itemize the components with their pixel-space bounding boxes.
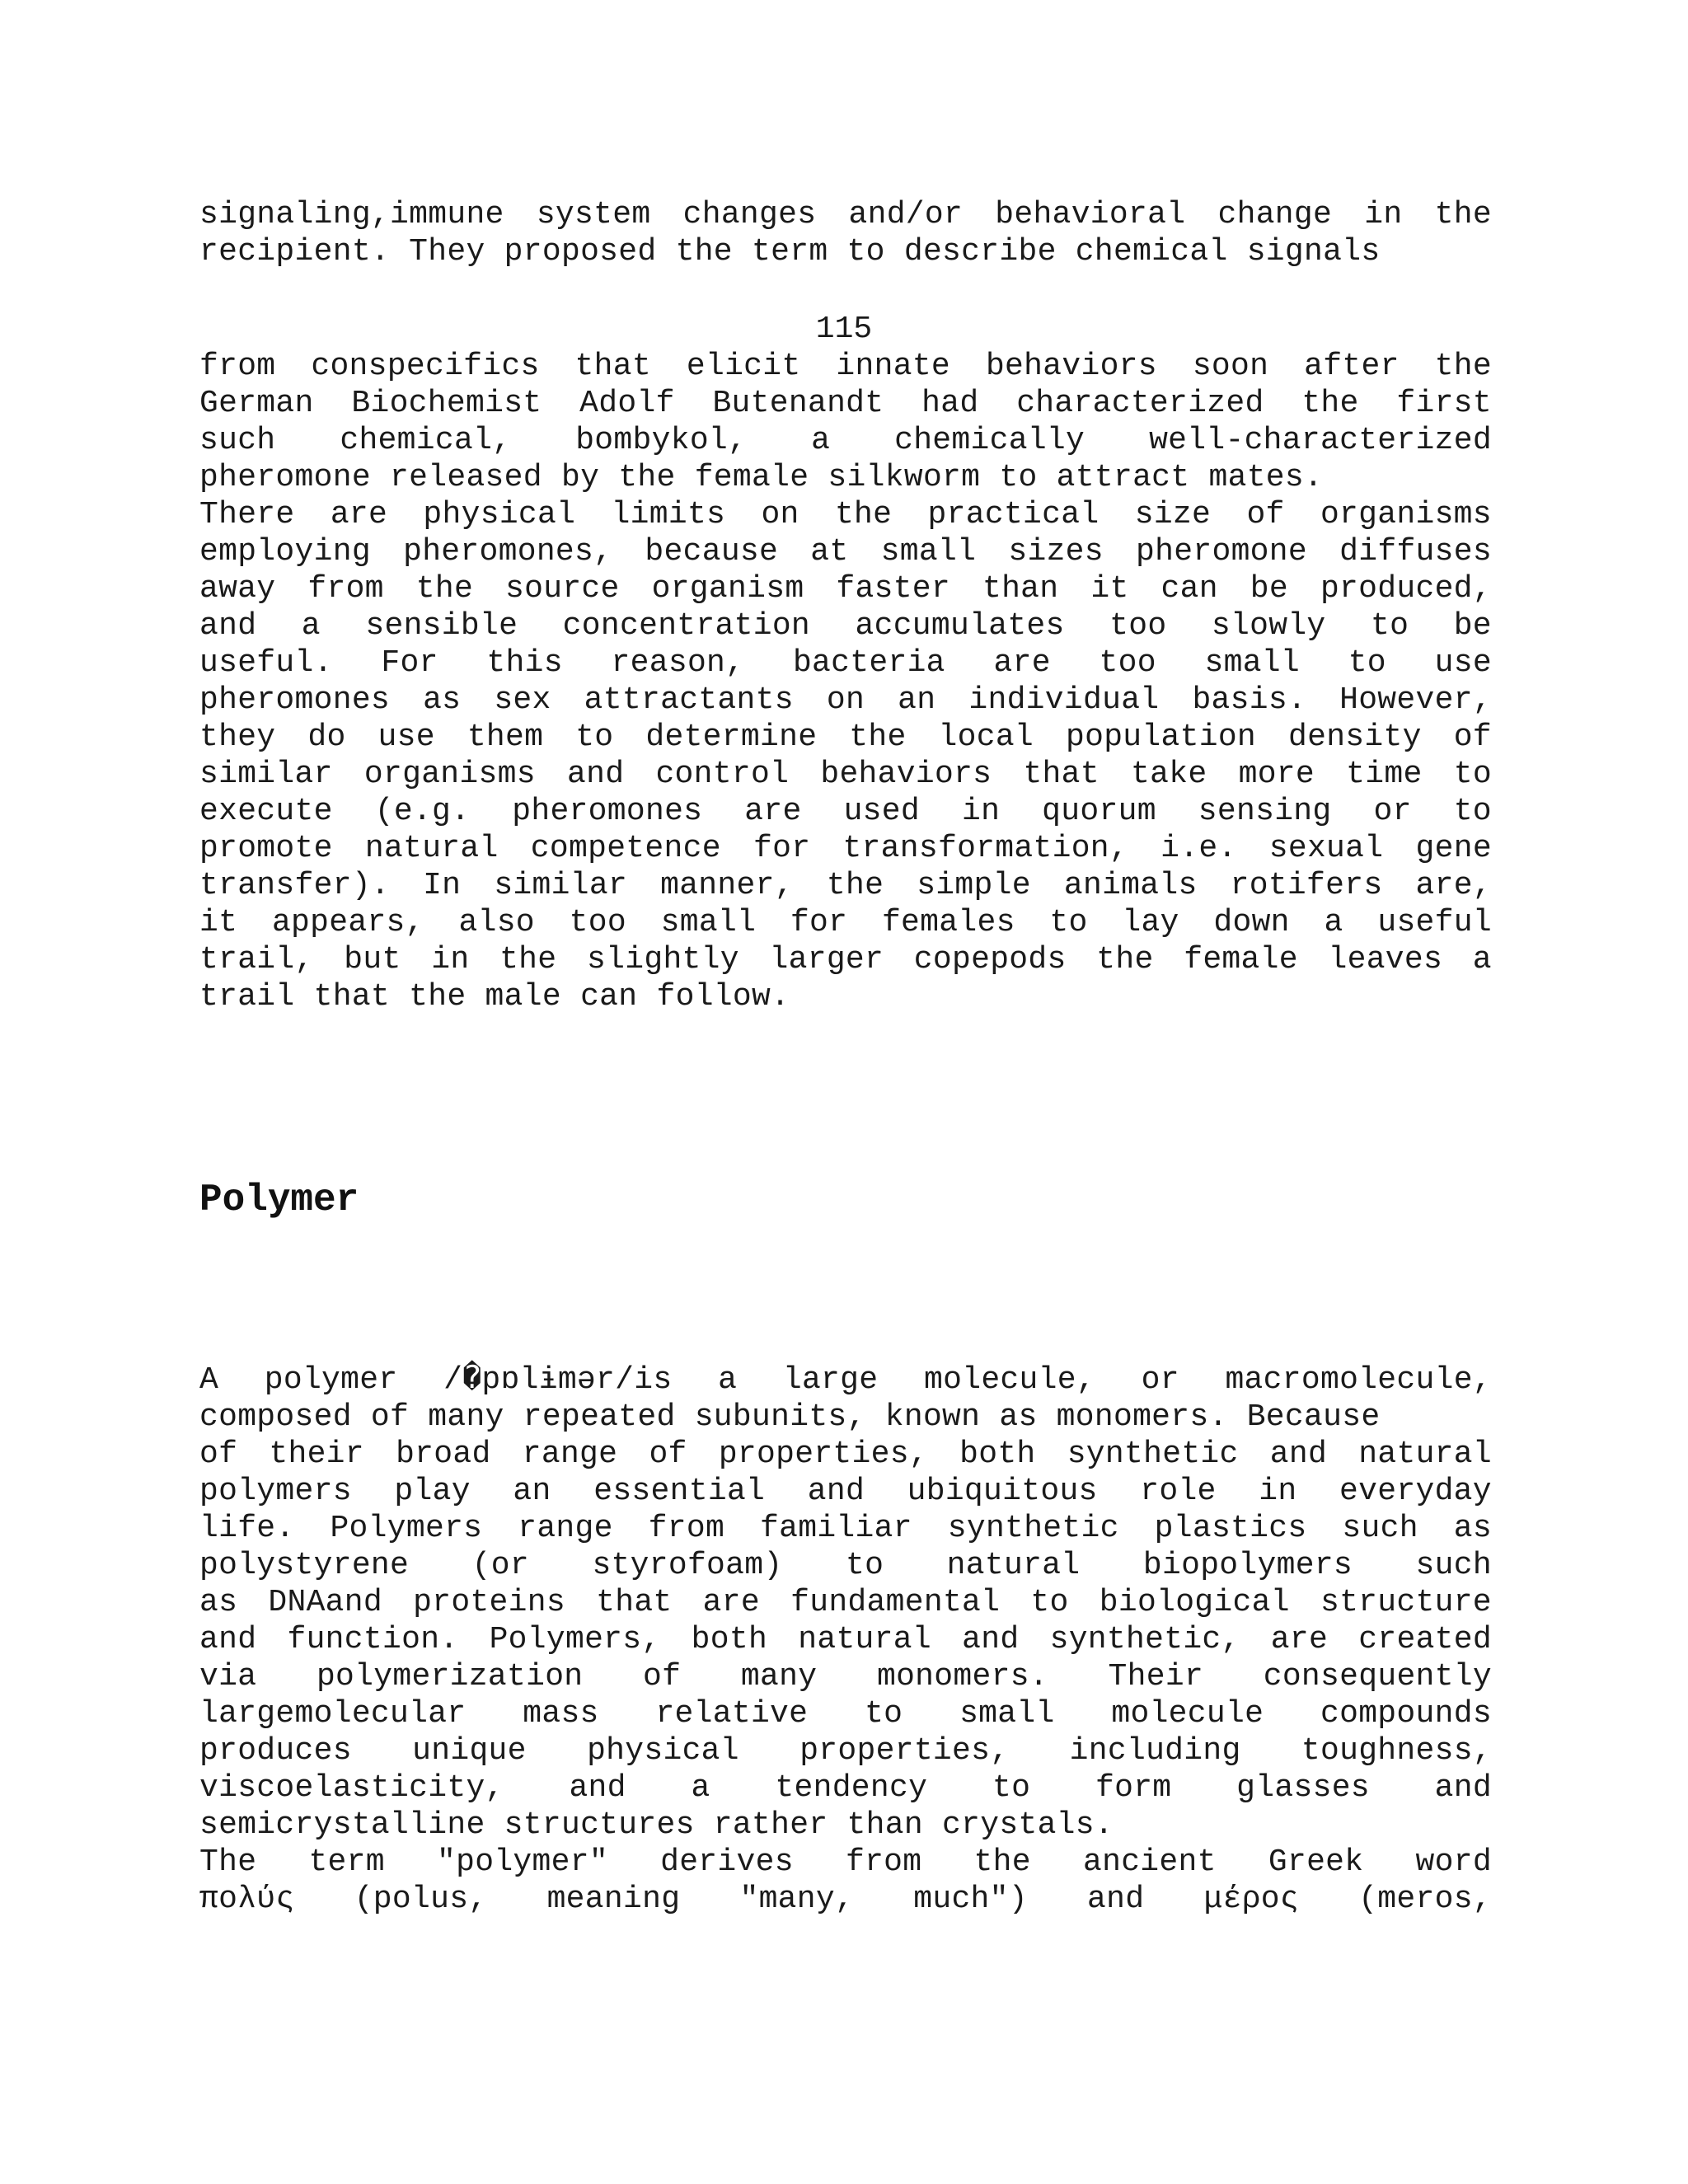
text-line: life. Polymers range from familiar synthetic plastics such as xyxy=(199,1511,1492,1546)
text-line: similar organisms and control behaviors that take more time to xyxy=(199,757,1492,792)
section-heading: Polymer xyxy=(199,1179,359,1221)
text-line: as DNAand proteins that are fundamental to biological structure xyxy=(199,1585,1492,1620)
text-line: of their broad range of properties, both synthetic and natural xyxy=(199,1436,1492,1472)
text-line: trail, but in the slightly larger copepods the female leaves a xyxy=(199,942,1492,977)
text-line: polymers play an essential and ubiquitous role in everyday xyxy=(199,1474,1492,1509)
text-line: via polymerization of many monomers. Their consequently xyxy=(199,1659,1492,1694)
text-line: pheromone released by the female silkworm to attract mates. xyxy=(199,460,1324,495)
text-line: viscoelasticity, and a tendency to form glasses and xyxy=(199,1770,1492,1806)
text-line: trail that the male can follow. xyxy=(199,979,790,1015)
page-number: 115 xyxy=(815,312,873,347)
text-line: it appears, also too small for females to lay down a useful xyxy=(199,905,1492,940)
text-line: such chemical, bombykol, a chemically well-characterized xyxy=(199,423,1492,458)
text-line: There are physical limits on the practical size of organisms xyxy=(199,497,1492,532)
text-line: A polymer /�pɒlɨmər/is a large molecule, or macromolecule, xyxy=(199,1362,1492,1398)
text-line: promote natural competence for transformation, i.e. sexual gene xyxy=(199,831,1492,866)
text-line: away from the source organism faster than it can be produced, xyxy=(199,571,1492,607)
text-line: employing pheromones, because at small sizes pheromone diffuses xyxy=(199,534,1492,569)
text-line: and function. Polymers, both natural and synthetic, are created xyxy=(199,1622,1492,1657)
text-line: and a sensible concentration accumulates too slowly to be xyxy=(199,608,1492,644)
text-line: πολύς (polus, meaning "many, much") and μέρος (meros, xyxy=(199,1882,1492,1917)
text-line: transfer). In similar manner, the simple animals rotifers are, xyxy=(199,868,1492,903)
text-line: recipient. They proposed the term to describe chemical signals xyxy=(199,234,1381,269)
text-line: German Biochemist Adolf Butenandt had characterized the first xyxy=(199,386,1492,421)
text-line: largemolecular mass relative to small molecule compounds xyxy=(199,1696,1492,1732)
text-line: The term "polymer" derives from the ancient Greek word xyxy=(199,1844,1492,1880)
text-line: semicrystalline structures rather than crystals. xyxy=(199,1807,1114,1843)
text-line: polystyrene (or styrofoam) to natural biopolymers such xyxy=(199,1548,1492,1583)
text-line: useful. For this reason, bacteria are too small to use xyxy=(199,645,1492,681)
text-line: they do use them to determine the local population density of xyxy=(199,719,1492,755)
text-line: produces unique physical properties, including toughness, xyxy=(199,1733,1492,1769)
text-line: signaling,immune system changes and/or behavioral change in the xyxy=(199,197,1492,232)
text-line: composed of many repeated subunits, known as monomers. Because xyxy=(199,1399,1381,1435)
text-line: from conspecifics that elicit innate behaviors soon after the xyxy=(199,349,1492,384)
text-line: execute (e.g. pheromones are used in quorum sensing or to xyxy=(199,794,1492,829)
text-line: pheromones as sex attractants on an individual basis. However, xyxy=(199,682,1492,718)
